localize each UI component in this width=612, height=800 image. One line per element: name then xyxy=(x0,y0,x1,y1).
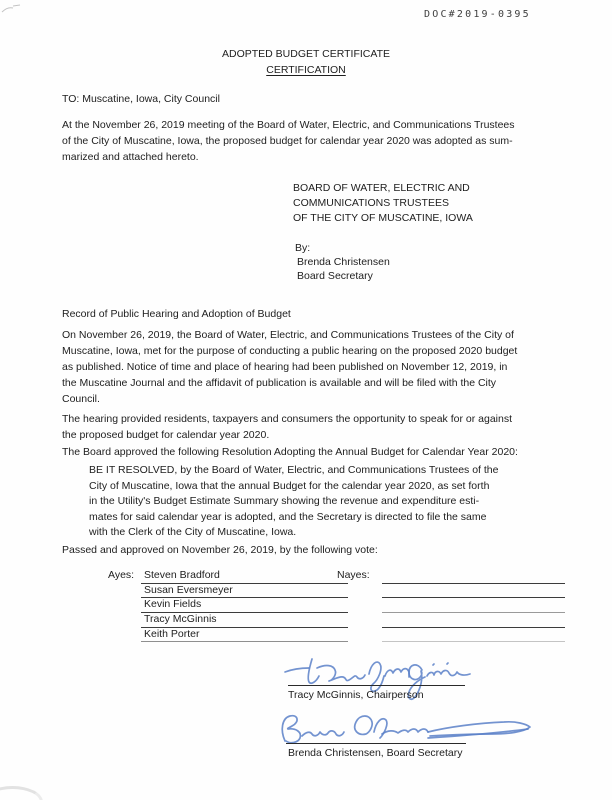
board-address-line: COMMUNICATIONS TRUSTEES xyxy=(293,197,449,209)
resolution-line: in the Utility's Budget Estimate Summary showing the revenue and expenditure esti- xyxy=(89,495,480,507)
paragraph-line: the proposed budget for calendar year 2020. xyxy=(62,429,270,441)
paragraph-line: Council. xyxy=(62,393,100,405)
nayes-label: Nayes: xyxy=(337,569,370,581)
page-title: ADOPTED BUDGET CERTIFICATE xyxy=(221,48,391,60)
ayes-row: Keith Porter xyxy=(141,627,348,643)
opportunity-paragraph xyxy=(62,411,512,443)
by-block xyxy=(295,241,390,283)
board-approved-line: The Board approved the following Resolution Adopting the Annual Budget for Calendar Year 2020: xyxy=(62,446,518,458)
paragraph-line: The hearing provided residents, taxpayers and consumers the opportunity to speak for or against xyxy=(62,413,513,425)
doc-number-stamp: DOC#2019-0395 xyxy=(424,9,531,20)
resolution-paragraph xyxy=(89,463,499,541)
paragraph-line: At the November 26, 2019 meeting of the Board of Water, Electric, and Communications Trustees xyxy=(62,119,515,131)
page-subtitle: CERTIFICATION xyxy=(266,64,346,76)
ayes-label: Ayes: xyxy=(108,569,135,581)
secretary-signature-caption: Brenda Christensen, Board Secretary xyxy=(288,747,463,759)
ayes-row: Susan Eversmeyer xyxy=(141,583,348,599)
paragraph-line: Muscatine, Iowa, met for the purpose of conducting a public hearing on the proposed 2020 budget xyxy=(62,345,518,357)
secretary-name: Brenda Christensen xyxy=(297,256,390,268)
ayes-row: Tracy McGinnis xyxy=(141,612,348,628)
nayes-row xyxy=(382,597,565,613)
secretary-signature-line xyxy=(286,743,466,744)
scan-artifact-bottomleft xyxy=(0,786,43,800)
ayes-row: Kevin Fields xyxy=(141,597,348,613)
resolution-line: City of Muscatine, Iowa that the annual Budget for the calendar year 2020, as set forth xyxy=(89,479,490,492)
intro-paragraph xyxy=(62,117,515,165)
resolution-line: BE IT RESOLVED, by the Board of Water, Electric, and Communications Trustees of the xyxy=(89,464,499,476)
resolution-line: mates for said calendar year is adopted, and the Secretary is directed to file the same xyxy=(89,510,487,523)
addressee-line: TO: Muscatine, Iowa, City Council xyxy=(62,93,220,105)
paragraph-line: On November 26, 2019, the Board of Water, Electric, and Communications Trustees of the City of xyxy=(62,329,514,341)
record-heading: Record of Public Hearing and Adoption of Budget xyxy=(62,308,291,320)
scan-artifact-topleft xyxy=(0,0,40,20)
secretary-role: Board Secretary xyxy=(297,270,373,282)
paragraph-line: the Muscatine Journal and the affidavit of publication is available and will be filed with the City xyxy=(62,377,497,389)
nayes-row xyxy=(382,583,565,599)
chairperson-signature-caption: Tracy McGinnis, Chairperson xyxy=(288,689,424,701)
paragraph-line: marized and attached hereto. xyxy=(62,151,199,163)
board-address-line: OF THE CITY OF MUSCATINE, IOWA xyxy=(293,212,473,224)
resolution-line: with the Clerk of the City of Muscatine, Iowa. xyxy=(89,526,297,538)
nayes-row xyxy=(382,568,565,584)
ayes-row: Steven Bradford xyxy=(141,568,348,584)
nayes-row xyxy=(382,627,565,643)
passed-approved-line: Passed and approved on November 26, 2019, by the following vote: xyxy=(62,544,378,556)
paragraph-line: of the City of Muscatine, Iowa, the proposed budget for calendar year 2020 was adopted as sum- xyxy=(62,135,513,147)
chairperson-signature-line xyxy=(288,685,465,686)
by-label: By: xyxy=(295,242,311,254)
board-address-block xyxy=(293,181,473,226)
paragraph-line: as published. Notice of time and place of hearing had been published on November 12, 2019, in xyxy=(62,361,508,373)
board-address-line: BOARD OF WATER, ELECTRIC AND xyxy=(293,182,470,194)
hearing-paragraph xyxy=(62,327,517,407)
nayes-row xyxy=(382,612,565,628)
